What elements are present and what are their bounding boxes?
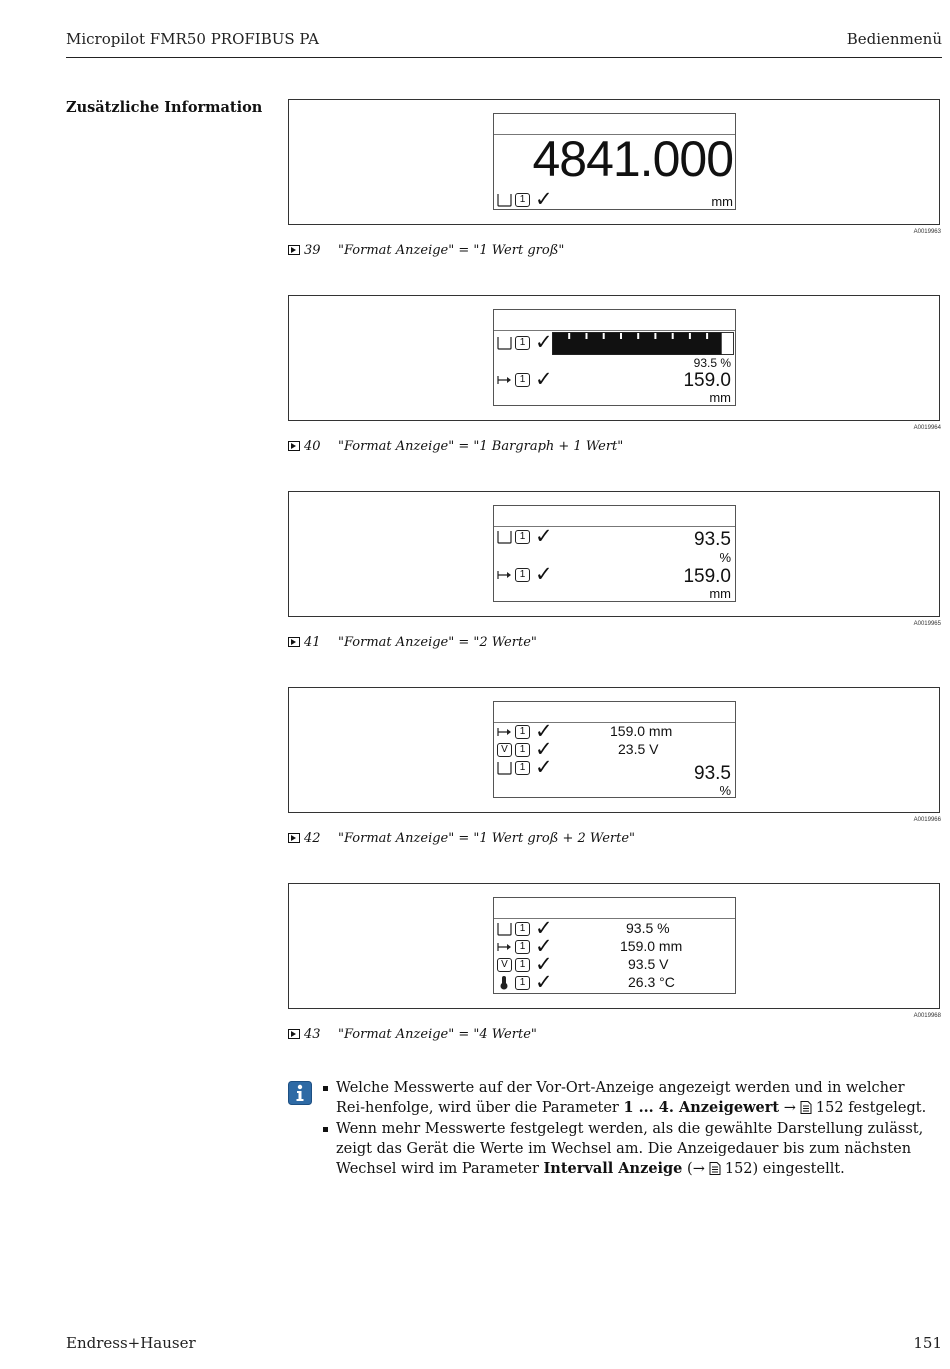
figure-id: A0019963 <box>913 229 941 235</box>
value-2: 159.0 <box>683 566 731 587</box>
distance-icon <box>497 725 512 739</box>
check-icon: ✓ <box>535 970 553 994</box>
figure-id: A0019966 <box>913 817 941 823</box>
running-header-section: Bedienmenü <box>846 30 942 48</box>
check-icon: ✓ <box>535 187 553 211</box>
figure-39-frame <box>288 99 940 225</box>
distance-icon <box>497 940 512 954</box>
bargraph-fill <box>553 333 722 355</box>
lcd-header-line <box>494 898 735 919</box>
figure-caption <box>288 831 635 846</box>
lcd-display <box>493 701 736 798</box>
figure-caption-text: "Format Anzeige" = "1 Wert groß" <box>338 243 565 258</box>
check-icon: ✓ <box>535 934 553 958</box>
row-2-value: 23.5 V <box>618 741 659 757</box>
figure-caption-text: "Format Anzeige" = "2 Werte" <box>338 635 537 650</box>
figure-icon <box>288 441 300 451</box>
figure-41-frame <box>288 491 940 617</box>
figure-caption-text: "Format Anzeige" = "4 Werte" <box>338 1027 537 1042</box>
page-reference[interactable]: 152 <box>815 1100 844 1117</box>
figure-number: 39 <box>304 243 321 258</box>
check-icon: ✓ <box>535 524 553 548</box>
figure-icon <box>288 1029 300 1039</box>
lcd-header-line <box>494 506 735 527</box>
row-1-value: 93.5 % <box>626 920 670 936</box>
parameter-name: Intervall Anzeige <box>543 1160 683 1178</box>
lcd-display <box>493 505 736 602</box>
voltage-icon: V <box>497 743 512 757</box>
figure-caption <box>288 1027 537 1042</box>
page-number: 151 <box>913 1334 942 1352</box>
big-value: 93.5 <box>694 763 731 784</box>
distance-icon <box>497 568 512 582</box>
bargraph-value: 93.5 <box>693 356 717 370</box>
figure-caption <box>288 439 623 454</box>
big-unit: % <box>719 783 731 798</box>
page-reference-icon <box>800 1101 812 1114</box>
section-label: Zusätzliche Information <box>66 99 263 116</box>
info-icon <box>288 1081 312 1105</box>
channel-icon: 1 <box>515 940 530 954</box>
footer-brand: Endress+Hauser <box>66 1334 196 1352</box>
unit-1: % <box>719 550 731 565</box>
figure-caption-text: "Format Anzeige" = "1 Wert groß + 2 Werte" <box>338 831 636 846</box>
unit-2: mm <box>709 586 731 601</box>
row-3-value: 93.5 V <box>628 956 669 972</box>
figure-caption <box>288 243 564 258</box>
row-1-value: 159.0 mm <box>610 723 673 739</box>
bargraph <box>552 332 734 356</box>
tank-level-icon <box>497 922 512 936</box>
info-bullets <box>322 1078 934 1179</box>
check-icon: ✓ <box>535 737 553 761</box>
check-icon: ✓ <box>535 719 553 743</box>
big-value: 4841.000 <box>532 131 733 187</box>
check-icon: ✓ <box>535 755 553 779</box>
channel-icon: 1 <box>515 568 530 582</box>
row-4-value: 26.3 °C <box>628 974 675 990</box>
check-icon: ✓ <box>535 562 553 586</box>
header-rule <box>66 57 942 58</box>
channel-icon: 1 <box>515 976 530 990</box>
parameter-name: 1 ... 4. Anzeigewert <box>623 1099 780 1117</box>
figure-42-frame <box>288 687 940 813</box>
temperature-icon <box>497 976 512 990</box>
figure-id: A0019965 <box>913 621 941 627</box>
channel-icon: 1 <box>515 761 530 775</box>
row-2-value: 159.0 mm <box>620 938 683 954</box>
value-1: 93.5 <box>694 529 731 550</box>
lcd-header-line <box>494 702 735 723</box>
channel-icon: 1 <box>515 530 530 544</box>
figure-icon <box>288 245 300 255</box>
info-bullet-2: Wenn mehr Messwerte festgelegt werden, als die gewählte Darstellung zulässt, zeigt das Gerät die Werte im Wechsel am. Die Anzeigedauer bis zum nächsten Wechsel wird im Parameter Intervall Anzeige (→ 152) eingestellt. <box>322 1119 934 1180</box>
channel-icon: 1 <box>515 743 530 757</box>
figure-id: A0019968 <box>913 1013 941 1019</box>
check-icon: ✓ <box>535 952 553 976</box>
check-icon: ✓ <box>535 330 553 354</box>
measured-unit: mm <box>709 390 731 405</box>
figure-caption <box>288 635 537 650</box>
voltage-icon: V <box>497 958 512 972</box>
big-unit: mm <box>711 194 733 209</box>
channel-icon: 1 <box>515 725 530 739</box>
distance-icon <box>497 373 512 387</box>
lcd-display <box>493 309 736 406</box>
lcd-display <box>493 897 736 994</box>
channel-icon: 1 <box>515 958 530 972</box>
figure-caption-text: "Format Anzeige" = "1 Bargraph + 1 Wert" <box>338 439 624 454</box>
channel-icon: 1 <box>515 373 530 387</box>
page-reference[interactable]: 152 <box>724 1161 753 1178</box>
bargraph-unit: % <box>720 356 731 370</box>
info-bullet-1: Welche Messwerte auf der Vor-Ort-Anzeige angezeigt werden und in welcher Rei-henfolge, wird über die Parameter 1 ... 4. Anzeigewert → 152 festgelegt. <box>322 1078 934 1119</box>
lcd-display <box>493 113 736 210</box>
figure-number: 42 <box>304 831 321 846</box>
check-icon: ✓ <box>535 367 553 391</box>
figure-number: 43 <box>304 1027 321 1042</box>
figure-icon <box>288 833 300 843</box>
page-reference-icon <box>709 1162 721 1175</box>
channel-icon: 1 <box>515 336 530 350</box>
channel-icon: 1 <box>515 922 530 936</box>
lcd-header-line <box>494 310 735 331</box>
tank-level-icon <box>497 193 512 207</box>
arrow-icon: (→ <box>687 1161 705 1178</box>
figure-43-frame <box>288 883 940 1009</box>
tank-level-icon <box>497 530 512 544</box>
running-header-title: Micropilot FMR50 PROFIBUS PA <box>66 30 319 48</box>
tank-level-icon <box>497 336 512 350</box>
figure-40-frame <box>288 295 940 421</box>
check-icon: ✓ <box>535 916 553 940</box>
tank-level-icon <box>497 761 512 775</box>
figure-id: A0019964 <box>913 425 941 431</box>
arrow-icon: → <box>783 1100 796 1117</box>
figure-number: 40 <box>304 439 321 454</box>
figure-icon <box>288 637 300 647</box>
channel-icon: 1 <box>515 193 530 207</box>
measured-value: 159.0 <box>683 370 731 391</box>
figure-number: 41 <box>304 635 321 650</box>
